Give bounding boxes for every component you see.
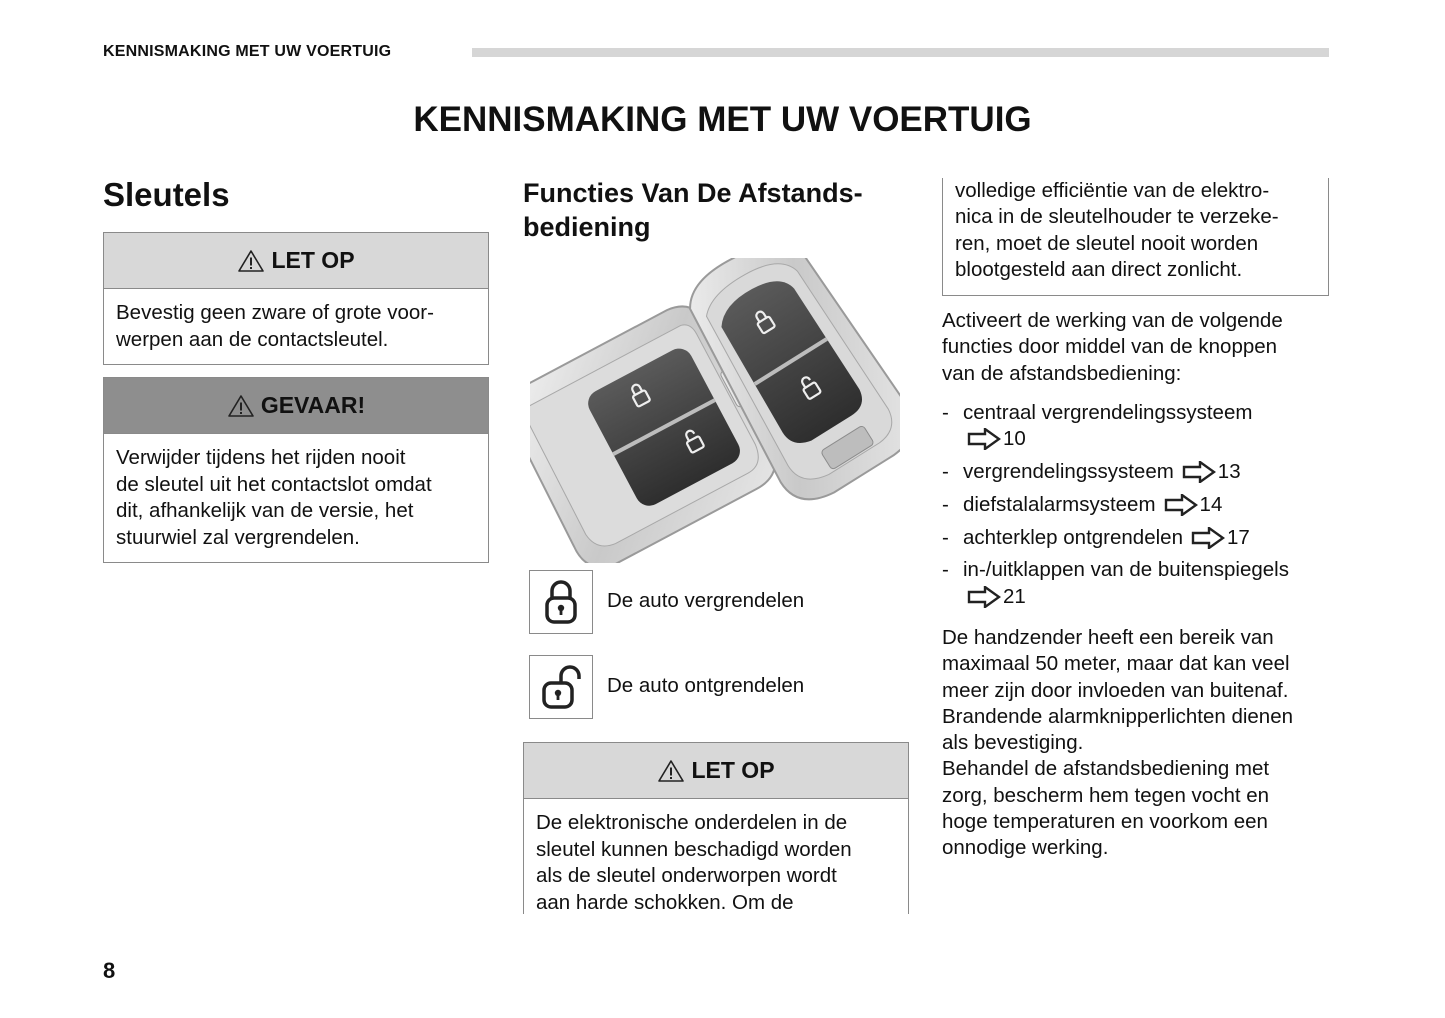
text-line: als de sleutel onderworpen wordt bbox=[536, 864, 837, 887]
page-number: 8 bbox=[103, 958, 116, 983]
reference-page: 13 bbox=[1217, 460, 1241, 484]
text-line: Behandel de afstandsbediening met bbox=[942, 757, 1270, 781]
page-reference bbox=[1156, 493, 1223, 516]
text-line: Activeert de werking van de volgende bbox=[942, 309, 1283, 332]
remote-keys-illustration bbox=[530, 258, 900, 563]
list-item-text: centraal vergrendelingssysteem bbox=[963, 401, 1253, 424]
danger-text bbox=[104, 434, 488, 562]
caution-box bbox=[103, 232, 489, 365]
text-line: Brandende alarmknipperlichten dienen bbox=[942, 704, 1294, 728]
list-item bbox=[942, 525, 1332, 551]
text-line: werpen aan de contactsleutel. bbox=[116, 327, 389, 351]
lock-icon-frame bbox=[529, 570, 593, 634]
text-line: functies door middel van de knoppen bbox=[942, 335, 1278, 359]
caution-box-continued bbox=[523, 742, 909, 914]
page-reference bbox=[1183, 526, 1250, 549]
caution-label: LET OP bbox=[691, 757, 775, 783]
list-dash: - bbox=[942, 492, 949, 516]
warning-triangle-icon bbox=[657, 759, 685, 783]
text-line: nica in de sleutelhouder te verzeke- bbox=[955, 205, 1279, 229]
caution-text bbox=[524, 799, 908, 927]
running-head: KENNISMAKING MET UW VOERTUIG bbox=[103, 43, 392, 60]
header-rule bbox=[472, 48, 1329, 57]
arrow-reference-icon bbox=[967, 586, 1001, 608]
caution-box-continuation bbox=[942, 178, 1329, 296]
text-line: volledige efficiëntie van de elektro- bbox=[955, 179, 1270, 202]
danger-header bbox=[104, 378, 488, 434]
text-line: van de afstandsbediening: bbox=[942, 361, 1182, 385]
warning-triangle-icon bbox=[227, 394, 255, 418]
text-line: als bevestiging. bbox=[942, 731, 1084, 755]
text-line: meer zijn door invloeden van buitenaf. bbox=[942, 678, 1289, 702]
caution-header bbox=[104, 233, 488, 289]
list-item-text: achterklep ontgrendelen bbox=[963, 525, 1183, 549]
text-line: maximaal 50 meter, maar dat kan veel bbox=[942, 652, 1290, 676]
text-line: stuurwiel zal vergrendelen. bbox=[116, 525, 360, 549]
caution-text bbox=[104, 289, 488, 364]
text-line: dit, afhankelijk van de versie, het bbox=[116, 499, 414, 522]
list-dash: - bbox=[942, 558, 949, 582]
list-item bbox=[942, 492, 1332, 518]
arrow-reference-icon bbox=[1182, 461, 1216, 483]
function-list bbox=[942, 400, 1332, 617]
text-line: Bevestig geen zware of grote voor- bbox=[116, 301, 434, 324]
text-line: aan harde schokken. Om de bbox=[536, 890, 794, 914]
reference-page: 17 bbox=[1226, 525, 1250, 549]
text-line: hoge temperaturen en voorkom een bbox=[942, 810, 1268, 834]
text-line: De elektronische onderdelen in de bbox=[536, 811, 848, 834]
text-line: Verwijder tijdens het rijden nooit bbox=[116, 446, 406, 469]
unlock-label: De auto ontgrendelen bbox=[607, 674, 805, 697]
text-line: sleutel kunnen beschadigd worden bbox=[536, 837, 852, 861]
text-line: blootgesteld aan direct zonlicht. bbox=[955, 257, 1243, 281]
reference-page: 21 bbox=[1003, 584, 1026, 608]
text-line: ren, moet de sleutel nooit worden bbox=[955, 231, 1259, 255]
title-line: bediening bbox=[523, 212, 651, 242]
list-item-text: vergrendelingssysteem bbox=[963, 460, 1174, 484]
danger-box bbox=[103, 377, 489, 563]
arrow-reference-icon bbox=[967, 428, 1001, 450]
page-reference bbox=[963, 584, 1289, 610]
text-line: onnodige werking. bbox=[942, 836, 1109, 860]
arrow-reference-icon bbox=[1164, 494, 1198, 516]
caution-label: LET OP bbox=[271, 247, 355, 273]
list-dash: - bbox=[942, 401, 949, 424]
intro-paragraph bbox=[942, 308, 1332, 387]
text-line: de sleutel uit het contactslot omdat bbox=[116, 472, 432, 496]
range-paragraph bbox=[942, 625, 1337, 862]
list-item bbox=[942, 459, 1332, 485]
caution-header bbox=[524, 743, 908, 799]
unlock-icon-frame bbox=[529, 655, 593, 719]
section-title-sleutels: Sleutels bbox=[103, 176, 230, 213]
subsection-title bbox=[523, 176, 903, 244]
danger-label: GEVAAR! bbox=[260, 392, 366, 418]
list-item bbox=[942, 557, 1332, 610]
arrow-reference-icon bbox=[1191, 527, 1225, 549]
list-item-text: diefstalalarmsysteem bbox=[963, 492, 1156, 516]
list-dash: - bbox=[942, 525, 949, 549]
page-title: KENNISMAKING MET UW VOERTUIG bbox=[413, 100, 1032, 139]
text-line: zorg, bescherm hem tegen vocht en bbox=[942, 783, 1270, 807]
page-reference bbox=[963, 426, 1252, 452]
reference-page: 10 bbox=[1003, 427, 1026, 451]
warning-triangle-icon bbox=[237, 249, 265, 273]
lock-open-icon bbox=[541, 664, 581, 710]
lock-label: De auto vergrendelen bbox=[607, 589, 805, 612]
list-item bbox=[942, 400, 1332, 453]
list-dash: - bbox=[942, 460, 949, 484]
reference-page: 14 bbox=[1199, 492, 1223, 516]
title-line: Functies Van De Afstands- bbox=[523, 178, 863, 208]
text-line: De handzender heeft een bereik van bbox=[942, 626, 1274, 649]
lock-closed-icon bbox=[544, 579, 578, 625]
list-item-text: in-/uitklappen van de buitenspiegels bbox=[963, 558, 1289, 582]
page-reference bbox=[1174, 460, 1241, 483]
